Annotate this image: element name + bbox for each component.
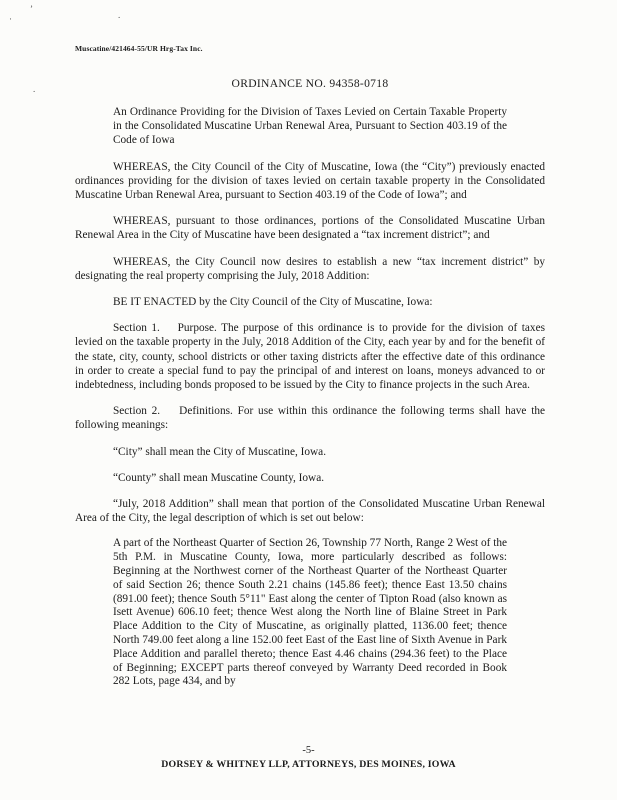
enactment-clause: BE IT ENACTED by the City Council of the City of Muscatine, Iowa: bbox=[113, 296, 433, 309]
law-firm-line: DORSEY & WHITNEY LLP, ATTORNEYS, DES MOINES, IOWA bbox=[161, 759, 456, 770]
file-reference: Muscatine/421464-55/UR Hrg-Tax Inc. bbox=[75, 44, 203, 53]
preamble: An Ordinance Providing for the Division of Taxes Levied on Certain Taxable Property in the Consolidated Muscatine Urban Renewal Area, Pursuant to Section 403.19 of the Code of Iowa bbox=[113, 106, 507, 147]
definition-july-2018-addition: “July, 2018 Addition” shall mean that portion of the Consolidated Muscatine Urban Renewal Area of the City, the legal description of which is set out below: bbox=[75, 498, 545, 525]
section-1-purpose: Section 1. Purpose. The purpose of this ordinance is to provide for the division of taxes levied on the taxable property in the July, 2018 Addition of the City, each year by and for the benefit of the state, city, county, school districts or other taxing districts after the effective date of this ordinance in order to create a special fund to pay the principal of and interest on loans, moneys advanced to or indebtedness, including bonds proposed to be issued by the City to finance projects in the such Area. bbox=[75, 322, 545, 392]
whereas-clause-1: WHEREAS, the City Council of the City of Muscatine, Iowa (the “City”) previously enacted ordinances providing for the division of taxes levied on certain taxable property in the Consolidated Muscatine Urban Renewal Area, pursuant to Section 403.19 of the Code of Iowa”; and bbox=[75, 160, 545, 202]
page-footer bbox=[0, 745, 617, 771]
scan-artifact: · bbox=[9, 14, 12, 24]
definition-county: “County” shall mean Muscatine County, Iowa. bbox=[113, 471, 325, 484]
scan-artifact: . bbox=[118, 10, 121, 20]
whereas-clause-2: WHEREAS, pursuant to those ordinances, portions of the Consolidated Muscatine Urban Renewal Area in the City of Muscatine have been designated a “tax increment district”; and bbox=[75, 215, 545, 242]
whereas-clause-3: WHEREAS, the City Council now desires to establish a new “tax increment district” by designating the real property comprising the July, 2018 Addition: bbox=[75, 255, 545, 282]
legal-description: A part of the Northeast Quarter of Section 26, Township 77 North, Range 2 West of the 5th P.M. in Muscatine County, Iowa, more particularly described as follows: Beginning at the Northwest corner of the Northeast Quarter of the Northeast Quarter of said Section 26; thence South 2.21 chains (145.86 feet); thence East 13.50 chains (891.00 feet); thence South 5°11" East along the center of Tipton Road (also known as Isett Avenue) 606.10 feet; thence West along the North line of Blaine Street in Park Place Addition to the City of Muscatine, as originally platted, 1136.00 feet; thence North 749.00 feet along a line 152.00 feet East of the East line of Sixth Avenue in Park Place Addition and parallel thereto; thence East 4.46 chains (294.36 feet) to the Place of Beginning; EXCEPT parts thereof conveyed by Warranty Deed recorded in Book 282 Lots, page 434, and by bbox=[113, 537, 507, 688]
scan-artifact: ’ bbox=[30, 4, 33, 14]
ordinance-title: ORDINANCE NO. 94358-0718 bbox=[231, 77, 389, 90]
section-2-definitions: Section 2. Definitions. For use within this ordinance the following terms shall have the following meanings: bbox=[75, 405, 545, 432]
document-body bbox=[75, 44, 545, 689]
scan-artifact: . bbox=[33, 84, 36, 94]
page-number: -5- bbox=[302, 745, 315, 756]
definition-city: “City” shall mean the City of Muscatine, Iowa. bbox=[113, 445, 327, 458]
